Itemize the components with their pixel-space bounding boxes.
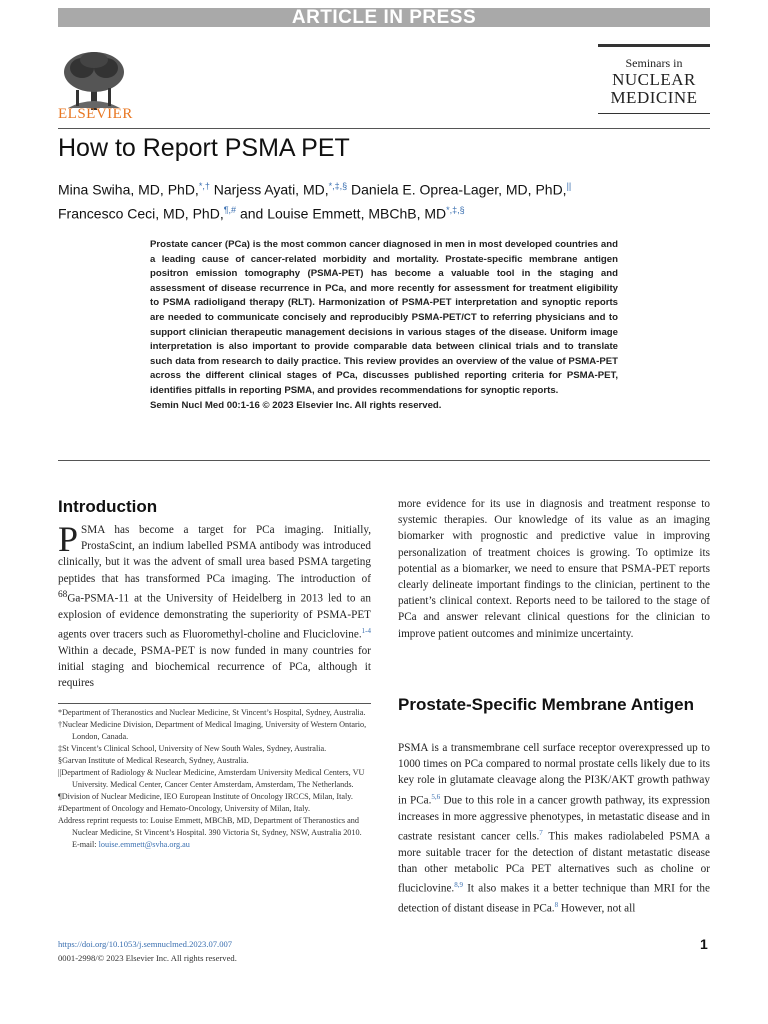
footnote: §Garvan Institute of Medical Research, Sydney, Australia. [58, 756, 249, 765]
journal-line3: MEDICINE [610, 88, 698, 107]
isotope-mass-number: 68 [58, 589, 68, 600]
journal-line2: NUCLEAR [612, 70, 696, 89]
footnote: ¶Division of Nuclear Medicine, IEO European Institute of Oncology IRCCS, Milan, Italy. [58, 792, 353, 801]
reprint-request: Address reprint requests to: Louise Emmett, MBChB, MD, Department of Theranostics and Nuclear Medicine, St Vincent’s Hospital. 390 Victoria St, Sydney, NSW, Australia 2010. E-mail: louise.emmett@svha.org.au [58, 816, 362, 849]
doi-link[interactable]: https://doi.org/10.1053/j.semnuclmed.2023.07.007 [58, 939, 233, 949]
footnote: ||Department of Radiology & Nuclear Medicine, Amsterdam University Medical Centers, VU University. Medical Center, Cancer Center Amsterdam, Amsterdam, The Netherlands. [58, 768, 365, 789]
footnote-divider [58, 703, 371, 704]
abstract-divider [58, 460, 710, 461]
reference-link[interactable]: 8,9 [454, 881, 463, 890]
footnote: #Department of Oncology and Hemato-Oncology, University of Milan, Italy. [58, 804, 311, 813]
author-list [58, 176, 708, 223]
footnote: *Department of Theranostics and Nuclear Medicine, St Vincent’s Hospital, Sydney, Australia. [58, 708, 366, 717]
author-name: Francesco Ceci, MD, PhD, [58, 205, 224, 222]
article-in-press-banner: ARTICLE IN PRESS [58, 8, 710, 27]
author-name: Daniela E. Oprea-Lager, MD, PhD, [347, 181, 567, 198]
author-name: and Louise Emmett, MBChB, MD [236, 205, 447, 222]
abstract-text: Prostate cancer (PCa) is the most common cancer diagnosed in men in most developed countries and a leading cause of cancer-related morbidity and mortality. Prostate-specific membrane antigen positron emission tomography (PSMA-PET) has become a valuable tool in the staging and assessment of disease recurrence in PCa, and more recently for assessment for treatment eligibility to PSMA radioligand therapy (RLT). Harmonization of PSMA-PET interpretation and synoptic reports are needed to communicate concisely and reproducibly PSMA-PET/CT to referring physicians and to support clinician therapeutic management decisions in various stages of the disease. Uniform image interpretation is also important to provide comparable data between clinical trials and to translate such data from research to daily practice. This review provides an overview of the value of PSMA-PET across the different clinical stages of PCa, discusses published reporting criteria for PSMA-PET, identifies pitfalls in reporting PSMA, and provides recommendations for synoptic reports. [150, 239, 618, 396]
introduction-paragraph: PSMA has become a target for PCa imaging. Initially, ProstaScint, an indium labelled PSMA antibody was introduced clinically, but it was the advent of small urea based PSMA targeting peptides that has transformed PCa imaging. The introduction of $^{68}$Ga-PSMA-11 at the University of Heidelberg in 2013 led to an explosion of evidence demonstrating the superiority of PSMA-PET agents over tracers such as Fluoromethyl-choline and Fluciclovine.$^{1-4}$ Within a decade, PSMA-PET is now funded in many countries for initial staging and biochemical recurrence of PCa, although it requires [58, 519, 371, 690]
author-name: Mina Swiha, MD, PhD, [58, 181, 199, 198]
issn-copyright: 0001-2998/© 2023 Elsevier Inc. All rights reserved. [58, 953, 237, 963]
abstract [150, 238, 618, 413]
email-link[interactable]: louise.emmett@svha.org.au [98, 840, 190, 849]
footnote: ‡St Vincent’s Clinical School, University of New South Wales, Sydney, Australia. [58, 744, 327, 753]
article-title: How to Report PSMA PET [58, 134, 350, 162]
author-affiliation-marks[interactable]: ¶,# [223, 204, 237, 215]
author-affiliation-marks[interactable]: *,† [198, 181, 210, 191]
drop-cap: P [58, 519, 79, 559]
journal-line1: Seminars in [625, 56, 683, 70]
author-affiliation-marks[interactable]: || [566, 181, 572, 191]
reference-link[interactable]: 5,6 [431, 792, 441, 801]
journal-masthead [598, 44, 710, 114]
publisher-name: ELSEVIER [58, 106, 133, 122]
psma-heading: Prostate-Specific Membrane Antigen [398, 695, 694, 714]
header-divider [58, 128, 710, 129]
introduction-heading: Introduction [58, 497, 158, 516]
affiliation-footnotes [58, 707, 370, 851]
author-affiliation-marks[interactable]: *,‡,§ [446, 204, 465, 215]
footnote: †Nuclear Medicine Division, Department of Medical Imaging, University of Western Ontario, London, Canada. [58, 720, 367, 741]
reference-link[interactable]: 1-4 [361, 626, 371, 635]
page-number: 1 [700, 936, 708, 952]
author-affiliation-marks[interactable]: *,‡,§ [328, 181, 348, 191]
author-name: Narjess Ayati, MD, [209, 181, 329, 198]
abstract-citation: Semin Nucl Med 00:1-16 © 2023 Elsevier Inc. All rights reserved. [150, 399, 442, 411]
reference-link[interactable]: 7 [539, 828, 543, 837]
psma-paragraph: PSMA is a transmembrane cell surface receptor overexpressed up to 1000 times on PCa compared to normal prostate cells likely due to its key role in glutamate cleavage along the PI3K/AKT growth pathway in PCa.$^{5,6}$ Due to this role in a cancer growth pathway, its expression increases in more aggressive phenotypes, in metastatic disease and in castrate resistant cancer cells.$^7$ This makes radiolabeled PSMA a more suitable tracer for the detection of distant metastatic disease than other metabolic PCa PET alternatives such as choline or fluciclovine.$^{8,9}$ It also makes it a better technique than MRI for the detection of distant disease in PCa.$^8$ However, not all [398, 742, 711, 915]
reference-link[interactable]: 8 [554, 901, 559, 910]
introduction-continuation: more evidence for its use in diagnosis and treatment response to systemic therapies. Our knowledge of its value as an imaging biomarker with prognostic and predictive value in improving personalization of treatment choices is growing. To optimize its potential as a biomarker, we need to ensure that PSMA-PET reports clearly delineate important findings to the clinician, pertinent to the patient’s clinical context. Reports need to be tailored to the stage of PCa and answer relevant clinical questions for the clinician to improve patient outcomes and minimize uncertainty. [398, 498, 710, 640]
